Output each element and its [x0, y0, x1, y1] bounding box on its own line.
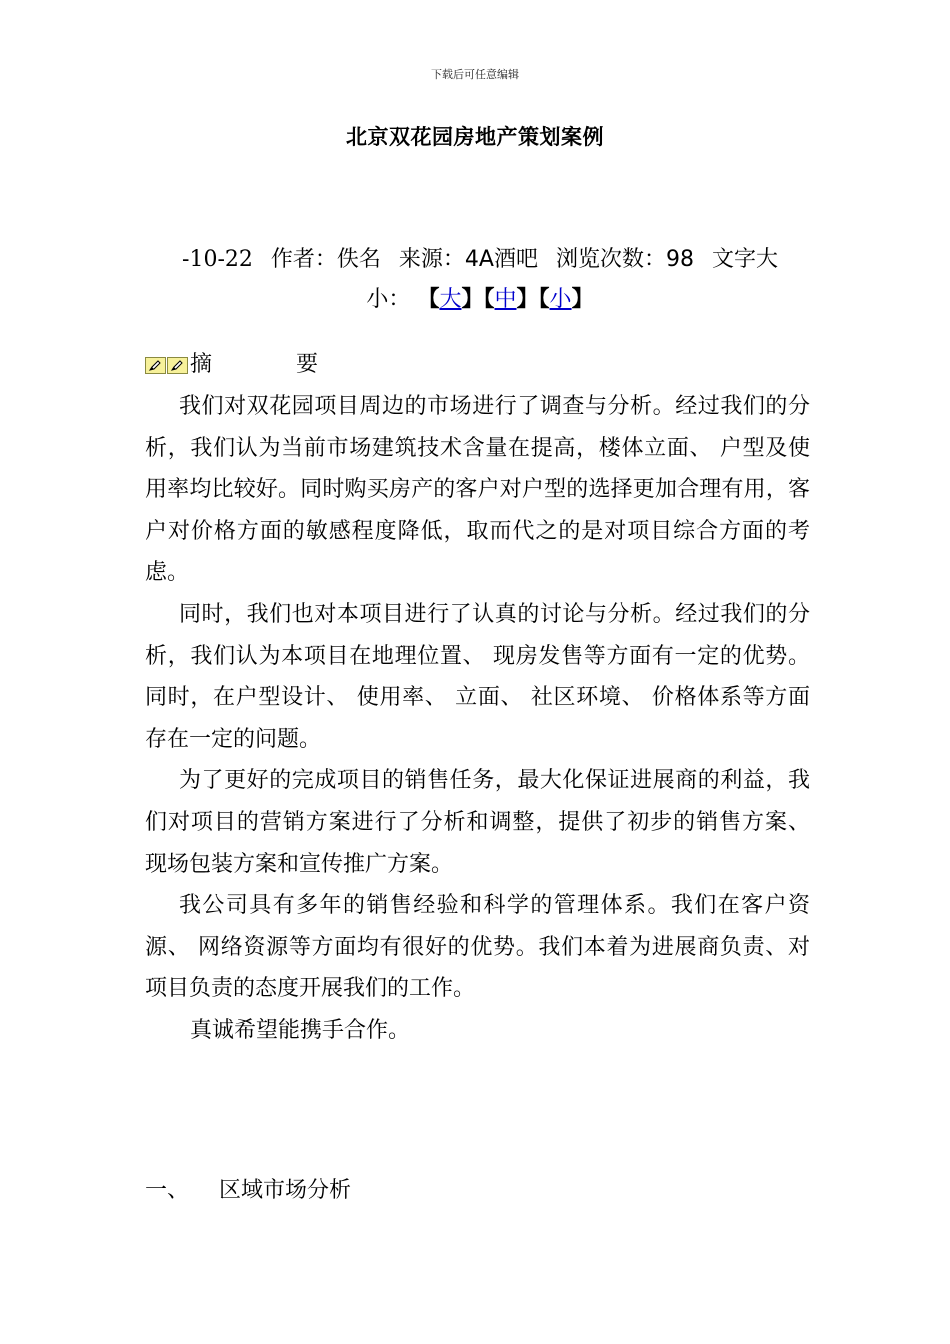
page-header-note: 下载后可任意编辑: [431, 68, 519, 81]
bracket-close: 】: [571, 287, 594, 312]
bracket-close: 】: [516, 287, 539, 312]
source-label: 来源：4A酒吧: [398, 247, 538, 272]
view-count: 浏览次数：98: [555, 247, 694, 272]
abstract-heading-char1: 摘: [190, 352, 213, 377]
pencil-icon: [167, 357, 188, 374]
article-meta: [150, 240, 810, 320]
paragraph: 我公司具有多年的销售经验和科学的管理体系。我们在客户资源、 网络资源等方面均有很好的优势。我们本着为进展商负责、对项目负责的态度开展我们的工作。: [145, 893, 810, 1002]
bracket-close: 】: [461, 287, 484, 312]
section-title: 区域市场分析: [219, 1178, 352, 1203]
font-size-small-link[interactable]: 小: [549, 287, 572, 312]
section-number: 一、: [145, 1178, 190, 1203]
pencil-icon: [145, 357, 188, 374]
font-size-label-part2: 小：: [366, 287, 411, 312]
bracket-open: 【: [417, 287, 440, 312]
bracket-open: 【: [483, 287, 495, 312]
author-label: 作者：佚名: [270, 247, 381, 272]
bracket-open: 【: [538, 287, 550, 312]
publish-date: -10-22: [182, 247, 253, 272]
paragraph: 同时，我们也对本项目进行了认真的讨论与分析。经过我们的分析，我们认为本项目在地理位置、 现房发售等方面有一定的优势。同时，在户型设计、 使用率、 立面、 社区环境、 价格体系等方面存在一定的问题。: [145, 601, 810, 752]
abstract-heading: [145, 350, 318, 380]
closing-line: 真诚希望能携手合作。: [190, 1017, 411, 1043]
abstract-body: [145, 386, 810, 1052]
abstract-heading-char2: 要: [296, 352, 319, 377]
font-size-medium-link[interactable]: 中: [494, 287, 517, 312]
pencil-icon: [145, 357, 166, 374]
paragraph: 为了更好的完成项目的销售任务，最大化保证进展商的利益，我们对项目的营销方案进行了分析和调整，提供了初步的销售方案、 现场包装方案和宣传推广方案。: [145, 768, 810, 877]
font-size-large-link[interactable]: 大: [439, 287, 462, 312]
section-heading: [145, 1173, 351, 1209]
font-size-label-part1: 文字大: [711, 247, 778, 272]
paragraph: 我们对双花园项目周边的市场进行了调查与分析。经过我们的分析，我们认为当前市场建筑技术含量在提高，楼体立面、 户型及使用率均比较好。同时购买房产的客户对户型的选择更加合理有用，客户对价格方面的敏感程度降低，取而代之的是对项目综合方面的考虑。: [145, 394, 810, 586]
document-title: 北京双花园房地产策划案例: [346, 125, 604, 149]
